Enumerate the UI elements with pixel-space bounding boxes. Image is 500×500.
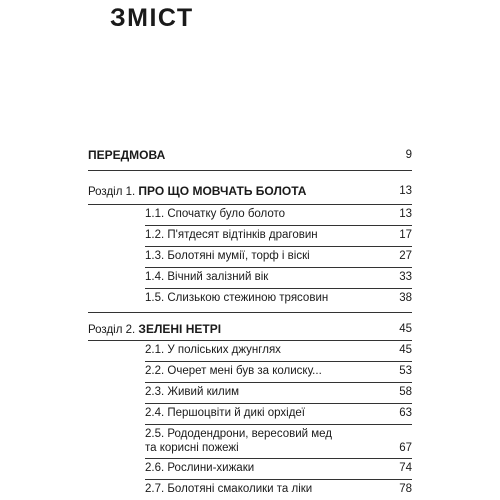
toc-divider [145,458,412,459]
toc-entry-2-5-line1[interactable]: 2.5. Рододендрони, вересовий мед [145,428,333,440]
toc-page-2-3: 58 [399,386,412,398]
toc-entry-1-3[interactable]: 1.3. Болотяні мумії, торф і віскі [145,250,310,262]
toc-entry-2-1[interactable]: 2.1. У поліських джунглях [145,344,281,356]
toc-page-1-5: 38 [399,292,412,304]
toc-divider [88,204,412,205]
toc-page-2-6: 74 [399,462,412,474]
toc-chapter-2[interactable] [88,322,221,337]
toc-entry-preface[interactable]: ПЕРЕДМОВА [88,148,166,162]
toc-divider [88,170,412,171]
toc-chapter-1[interactable] [88,184,306,199]
toc-page-2-5: 67 [399,442,412,454]
toc-divider [88,340,412,341]
toc-page-chapter-1: 13 [399,185,412,197]
toc-divider [145,403,412,404]
toc-entry-1-2[interactable]: 1.2. П'ятдесят відтінків драговин [145,229,318,241]
toc-entry-1-1[interactable]: 1.1. Спочатку було болото [145,208,286,220]
toc-entry-1-4[interactable]: 1.4. Вічний залізний вік [145,271,269,283]
chapter-1-title: ПРО ЩО МОВЧАТЬ БОЛОТА [138,184,307,198]
toc-divider [145,246,412,247]
toc-page-preface: 9 [405,149,412,161]
toc-page-2-7: 78 [399,483,412,495]
toc-divider [145,479,412,480]
toc-entry-2-7[interactable]: 2.7. Болотяні смаколики та ліки [145,483,313,495]
toc-entry-2-5-line2[interactable]: та корисні пожежі [145,442,239,454]
toc-entry-2-6[interactable]: 2.6. Рослини-хижаки [145,462,255,474]
toc-divider [145,382,412,383]
chapter-1-prefix: Розділ 1. [88,186,139,198]
toc-page-1-4: 33 [399,271,412,283]
toc-page-1-2: 17 [399,229,412,241]
chapter-2-title: ЗЕЛЕНІ НЕТРІ [138,322,222,336]
chapter-2-prefix: Розділ 2. [88,324,139,336]
toc-divider [88,312,412,313]
toc-page-1-3: 27 [399,250,412,262]
toc-page-2-1: 45 [399,344,412,356]
toc-divider [145,288,412,289]
toc-entry-2-4[interactable]: 2.4. Першоцвіти й дикі орхідеї [145,407,305,419]
toc-page-2-4: 63 [399,407,412,419]
toc-entry-2-3[interactable]: 2.3. Живий килим [145,386,240,398]
toc-page-1-1: 13 [399,208,412,220]
toc-divider [145,424,412,425]
toc-page-2-2: 53 [399,365,412,377]
toc-divider [145,225,412,226]
toc-page-chapter-2: 45 [399,323,412,335]
toc-divider [145,267,412,268]
page-title: ЗМІСТ [110,4,194,32]
toc-divider [145,361,412,362]
toc-entry-1-5[interactable]: 1.5. Слизькою стежиною трясовин [145,292,329,304]
toc-entry-2-2[interactable]: 2.2. Очерет мені був за колиску... [145,365,322,377]
